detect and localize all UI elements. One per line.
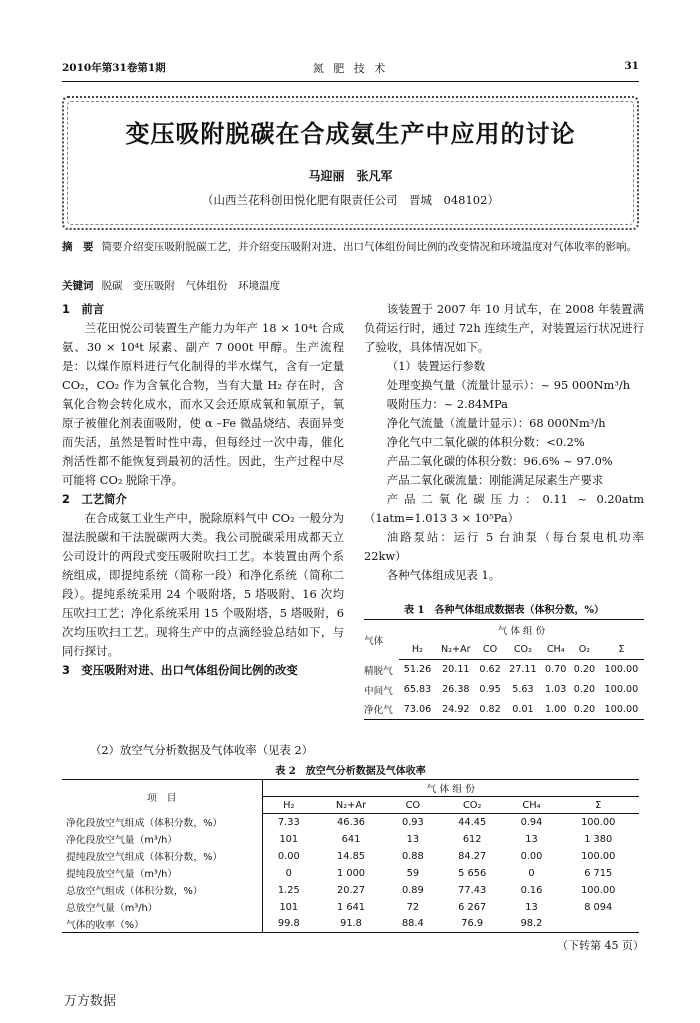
affiliation: （山西兰花科创田悦化肥有限责任公司 晋城 048102） <box>202 193 499 207</box>
paper-title: 变压吸附脱碳在合成氨生产中应用的讨论 <box>125 120 576 148</box>
param-line: 处理变换气量（流量计显示）：~ 95 000Nm³/h <box>386 378 631 392</box>
journal-issue: 2010年第31卷第1期 <box>62 62 166 74</box>
left-column <box>62 300 344 680</box>
param-line: 净化气中二氧化碳的体积分数：<0.2% <box>386 435 585 449</box>
param-line: 产品二氧化碳流量：刚能满足尿素生产要求 <box>386 473 604 487</box>
param-line: 油路泵站：运行 5 台油泵（每台泵电机功率 22kw） <box>364 530 644 563</box>
table-2-group-header: 气 体 组 份 <box>262 780 639 797</box>
table-2-corner: 项 目 <box>62 780 262 814</box>
section-2-heading: 2 工艺简介 <box>62 492 127 506</box>
table-2-col-header: H₂ <box>262 797 315 814</box>
section-1-paragraph: 兰花田悦公司装置生产能力为年产 18 × 10⁴t 合成氨、30 × 10⁴t 尿素、副产 7 000t 甲醇。生产流程是：以煤作原料进行气化制得的半水煤气，含有一定量 CO₂，CO₂ 作为含氧化合物，当有大量 H₂ 存在时，含氧化合物会转化成水，而水又会还原成氧和氧原子，氧原子被催化剂表面吸附，使 α –Fe 微晶烧结、表面异变而失活，虽然是暂时性中毒，但每经过一次中毒，催化剂活性都不能恢复到最初的活性。因此，生产过程中尽可能将 CO₂ 脱除干净。 <box>62 321 344 487</box>
watermark: 万方数据 <box>64 994 117 1009</box>
table-row: 中间气 65.83 26.38 0.95 5.63 1.03 0.20 100.00 <box>364 684 639 697</box>
page-number: 31 <box>624 60 639 72</box>
params-subheading: （1）装置运行参数 <box>386 359 486 373</box>
running-header <box>62 60 639 82</box>
authors: 马迎丽 张凡军 <box>308 169 393 183</box>
journal-name: 氮 肥 技 术 <box>312 62 389 75</box>
table-row: 提纯段放空气量（m³/h） 0 1 000 59 5 656 0 6 715 <box>62 865 639 882</box>
abstract-label: 摘 要 <box>62 241 94 253</box>
table-1-col-header: H₂ <box>399 640 436 660</box>
trial-run-paragraph: 该装置于 2007 年 10 月试车，在 2008 年装置满负荷运行时，通过 72h 连续生产，对装置运行状况进行了验收，具体情况如下。 <box>364 302 644 354</box>
table-1 <box>364 619 644 720</box>
table-2-col-header: N₂+Ar <box>315 797 387 814</box>
table-2-col-header: Σ <box>557 797 639 814</box>
table-2-caption: 表 2 放空气分析数据及气体收率 <box>275 766 426 777</box>
table-row: 精脱气 51.26 20.11 0.62 27.11 0.70 0.20 100.00 <box>364 664 639 677</box>
table-row: 净化气 73.06 24.92 0.82 0.01 1.00 0.20 100.00 <box>364 700 644 720</box>
table-2-col-header: CH₄ <box>506 797 558 814</box>
section-3-heading: 3 变压吸附对进、出口气体组份间比例的改变 <box>62 663 298 677</box>
table-1-col-header: CO₂ <box>504 640 541 660</box>
table-2-col-header: CO <box>387 797 439 814</box>
abstract <box>62 240 639 255</box>
table-ref-line: 各种气体组成见表 1。 <box>386 568 501 582</box>
table-1-col-header: O₂ <box>570 640 599 660</box>
param-line: 产品二氧化碳压力：0.11 ~ 0.20atm（1atm=1.013 3 × 10⁵Pa） <box>364 492 644 525</box>
section-2-paragraph: 在合成氨工业生产中，脱除原料气中 CO₂ 一般分为湿法脱碳和干法脱碳两大类。我公司脱碳采用成都天立公司设计的两段式变压吸附吹扫工艺。本装置由两个系统组成，即提纯系统（简称一段）和净化系统（简称二段）。提纯系统采用 24 个吸附塔，5 塔吸附、16 次均压吹扫工艺；净化系统采用 15 个吸附塔，5 塔吸附，6 次均压吹扫工艺。现将生产中的点滴经验总结如下，与同行探讨。 <box>62 511 344 658</box>
table-row: 净化段放空气组成（体积分数，%） 7.33 46.36 0.93 44.45 0.94 100.00 <box>62 814 639 831</box>
right-column <box>364 300 644 585</box>
table-1-col-header: Σ <box>599 640 644 660</box>
table-row: 提纯段放空气组成（体积分数，%） 0.00 14.85 0.88 84.27 0.00 100.00 <box>62 848 639 865</box>
abstract-text: 简要介绍变压吸附脱碳工艺，并介绍变压吸附对进、出口气体组份间比例的改变情况和环境温度对气体收率的影响。 <box>101 241 637 253</box>
table-row: 净化段放空气量（m³/h） 101 641 13 612 13 1 380 <box>62 831 639 848</box>
keywords-label: 关键词 <box>62 280 94 292</box>
keywords <box>62 278 639 293</box>
table-row: 总放空气组成（体积分数，%） 1.25 20.27 0.89 77.43 0.16 100.00 <box>62 882 639 899</box>
table-row: 总放空气量（m³/h） 101 1 641 72 6 267 13 8 094 <box>62 899 639 916</box>
table-1-group-header: 气 体 组 份 <box>399 620 644 640</box>
keywords-text: 脱碳 变压吸附 气体组份 环境温度 <box>101 280 280 292</box>
param-line: 净化气流量（流量计显示）：68 000Nm³/h <box>386 416 606 430</box>
table-1-corner: 气体 <box>364 620 399 660</box>
table-1-col-header: CH₄ <box>541 640 570 660</box>
table-2-col-header: CO₂ <box>439 797 506 814</box>
table-1-col-header: CO <box>476 640 505 660</box>
param-line: 吸附压力：~ 2.84MPa <box>386 397 508 411</box>
param-line: 产品二氧化碳的体积分数：96.6% ~ 97.0% <box>386 454 613 468</box>
table-1-col-header: N₂+Ar <box>436 640 476 660</box>
table-1-caption: 表 1 各种气体组成数据表（体积分数，%） <box>404 605 604 616</box>
table-2 <box>62 779 639 933</box>
table-row: 气体的收率（%） 99.8 91.8 88.4 76.9 98.2 <box>62 916 639 933</box>
section-3-subheading: （2）放空气分析数据及气体收率（见表 2） <box>90 743 314 757</box>
continued-note: （下转第 45 页） <box>557 939 644 952</box>
section-1-heading: 1 前言 <box>62 302 105 316</box>
